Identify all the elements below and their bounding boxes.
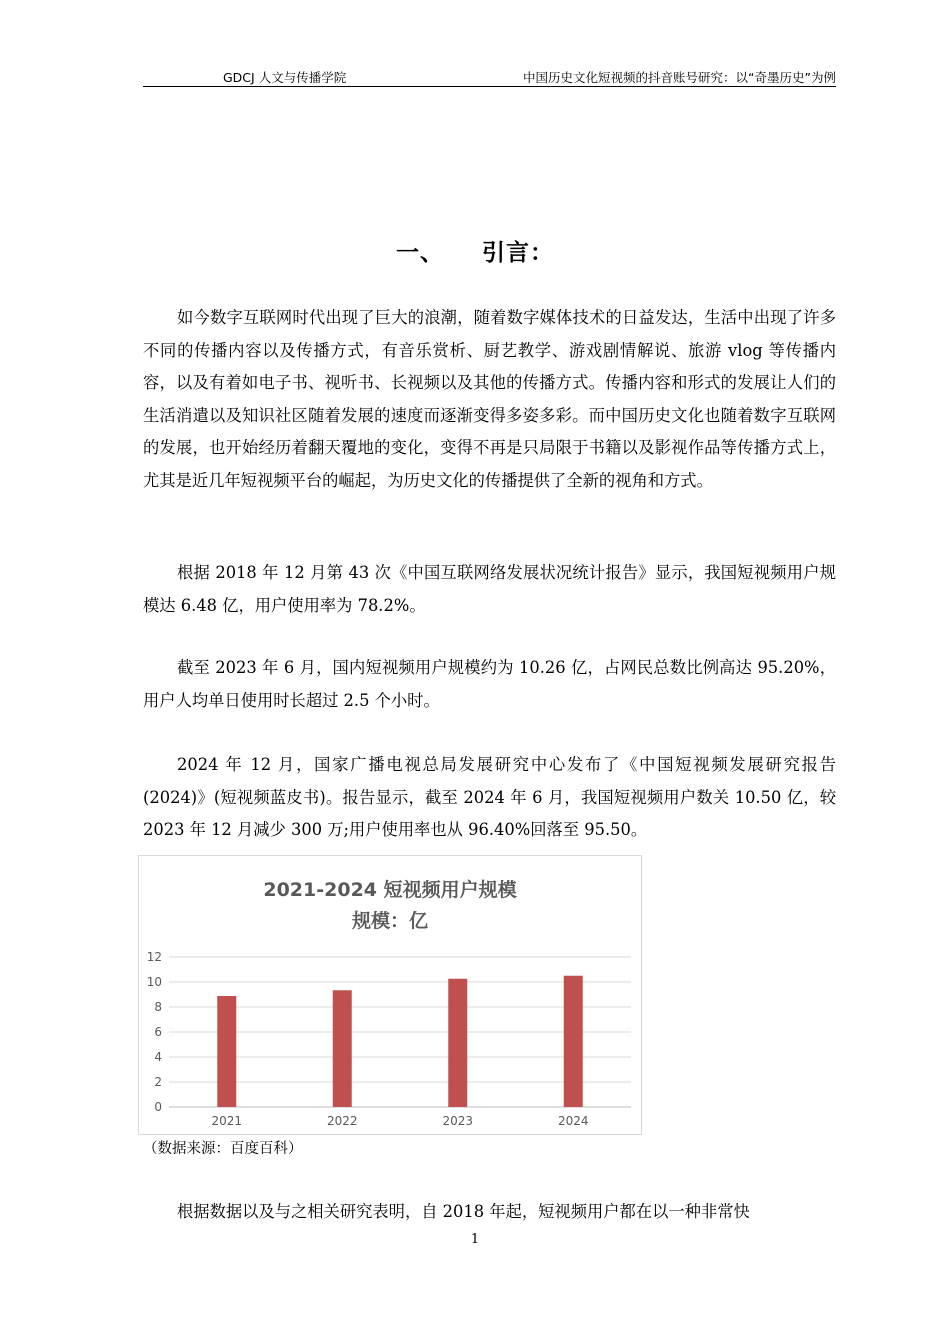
chart-subtitle: 规模：亿 [351, 910, 429, 932]
y-tick-label: 8 [154, 1000, 162, 1014]
paragraph-intro: 如今数字互联网时代出现了巨大的浪潮，随着数字媒体技术的日益发达，生活中出现了许多不同的传播内容以及传播方式，有音乐赏析、厨艺教学、游戏剧情解说、旅游 vlog 等传播内容，以及有着如电子书、视听书、长视频以及其他的传播方式。传播内容和形式的发展让人们的生活消遣以及知识社区随着发展的速度而逐渐变得多姿多彩。而中国历史文化也随着数字互联网的发展，也开始经历着翻天覆地的变化，变得不再是只局限于书籍以及影视作品等传播方式上，尤其是近几年短视频平台的崛起，为历史文化的传播提供了全新的视角和方式。 [143, 308, 836, 490]
chart-source-caption: （数据来源：百度百科） [143, 1141, 303, 1157]
y-tick-label: 0 [154, 1100, 162, 1114]
bar-2023 [448, 979, 467, 1107]
paragraph-2018-report: 根据 2018 年 12 月第 43 次《中国互联网络发展状况统计报告》显示，我国短视频用户规模达 6.48 亿，用户使用率为 78.2%。 [143, 563, 836, 615]
y-tick-label: 4 [154, 1050, 162, 1064]
section-heading [0, 234, 950, 267]
section-title: 引言： [482, 240, 554, 266]
paragraph-2023-stats: 截至 2023 年 6 月，国内短视频用户规模约为 10.26 亿，占网民总数比例高达 95.20%，用户人均单日使用时长超过 2.5 个小时。 [143, 658, 836, 710]
section-number: 一、 [396, 240, 444, 266]
header-institution: GDCJ 人文与传播学院 [223, 70, 347, 85]
x-tick-label: 2022 [326, 1114, 358, 1128]
page-header [143, 66, 836, 87]
bar-2021 [217, 996, 236, 1107]
bar-2024 [564, 976, 583, 1107]
header-thesis-title: 中国历史文化短视频的抖音账号研究：以“奇墨历史”为例 [523, 70, 836, 85]
bar-2022 [333, 990, 352, 1107]
y-tick-label: 10 [146, 975, 162, 989]
x-tick-label: 2024 [557, 1114, 589, 1128]
chart-title: 2021-2024 短视频用户规模 [263, 879, 517, 901]
y-tick-label: 2 [154, 1075, 162, 1089]
page-number: 1 [470, 1232, 480, 1247]
y-tick-label: 12 [146, 950, 162, 964]
chart-canvas [139, 856, 641, 1134]
x-tick-label: 2023 [442, 1114, 474, 1128]
bar-chart [138, 855, 642, 1135]
y-tick-label: 6 [154, 1025, 162, 1039]
paragraph-research: 根据数据以及与之相关研究表明，自 2018 年起，短视频用户都在以一种非常快 [177, 1202, 750, 1221]
x-tick-label: 2021 [211, 1114, 243, 1128]
paragraph-2024-report: 2024 年 12 月，国家广播电视总局发展研究中心发布了《中国短视频发展研究报告(2024)》(短视频蓝皮书)。报告显示，截至 2024 年 6 月，我国短视频用户数关 10.50 亿，较 2023 年 12 月减少 300 万;用户使用率也从 96.40%回落至 95.50。 [143, 755, 836, 839]
